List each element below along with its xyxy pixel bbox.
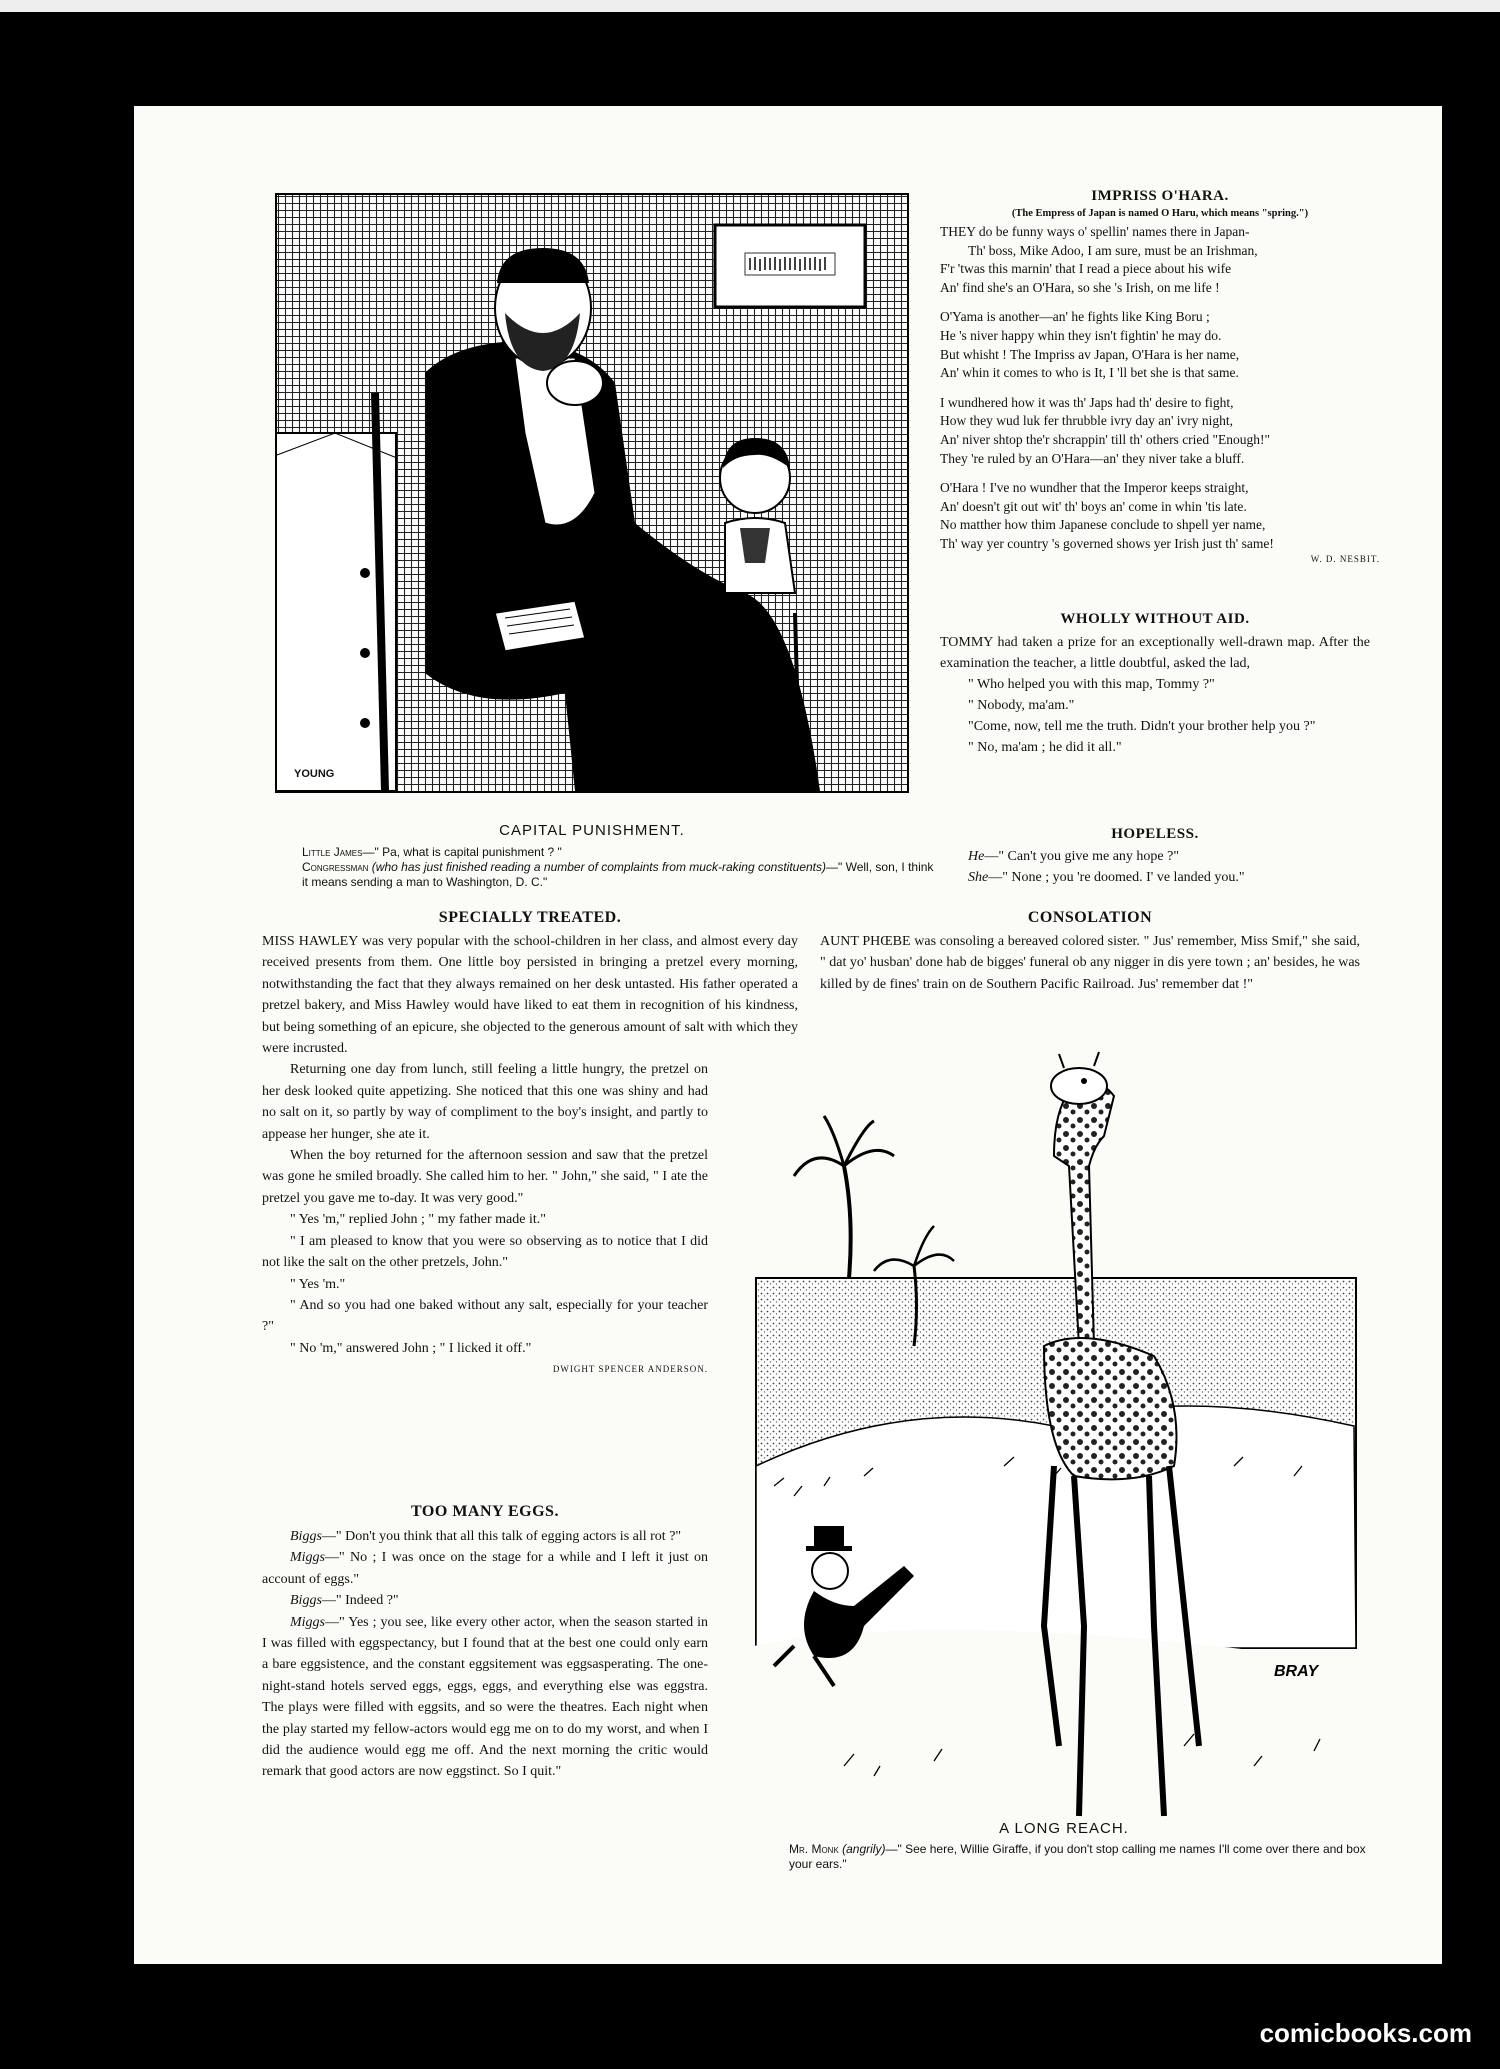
verse-line: He 's niver happy whin they isn't fightin' he may do. bbox=[940, 327, 1222, 343]
capital-punishment-illustration bbox=[275, 193, 909, 793]
wholly-paragraph: " Nobody, ma'am." bbox=[968, 698, 1075, 713]
specially-treated-title: SPECIALLY TREATED. bbox=[438, 909, 622, 926]
verse-line: No matther how thim Japanese conclude to shpell yer name, bbox=[940, 517, 1266, 533]
verse-line: O'Hara ! I've no wundher that the Imperor keeps straight, bbox=[940, 480, 1249, 496]
hopeless-line: She—" None ; you 're doomed. I' ve landed you." bbox=[968, 870, 1245, 885]
wholly-paragraph: " No, ma'am ; he did it all." bbox=[968, 740, 1122, 755]
eggs-line: Biggs—" Don't you think that all this talk of egging actors is all rot ?" bbox=[290, 1529, 682, 1544]
verse-line: O'Yama is another—an' he fights like King Boru ; bbox=[940, 309, 1210, 325]
hopeless-section bbox=[940, 826, 1370, 888]
specially-paragraph: " No 'm," answered John ; " I licked it off." bbox=[290, 1340, 532, 1356]
verse-line: An' whin it comes to who is It, I 'll bet she is that same. bbox=[940, 365, 1239, 381]
verse-line: But whisht ! The Impriss av Japan, O'Hara is her name, bbox=[940, 346, 1240, 362]
eggs-line: Miggs—" Yes ; you see, like every other actor, when the season started in I was filled with eggspectancy, but I found that at the best one could only earn a bare eggsistence, and the constant eggsitement was eggsasperating. The one-night-stand hotels served eggs, eggs, eggs, and everything else was eggstra. The plays were filled with eggsits, and so were the theatres. Each night when the play started my fellow-actors would egg me on to do my worst, and when I did the audience would egg me off. And the next morning the critic would remark that good actors are now eggstinct. So I quit." bbox=[262, 1614, 708, 1780]
verse-line: An' doesn't git out wit' th' boys an' come in whin 'tis late. bbox=[940, 498, 1247, 514]
verse-line: Th' boss, Mike Adoo, I am sure, must be an Irishman, bbox=[968, 242, 1258, 258]
long-reach-illustration bbox=[754, 1046, 1374, 1916]
capital-punishment-title: CAPITAL PUNISHMENT. bbox=[499, 822, 685, 839]
comicbooks-footer: comicbooks.com bbox=[1259, 2018, 1472, 2048]
anderson-signature: DWIGHT SPENCER ANDERSON. bbox=[552, 1364, 708, 1375]
wholly-paragraph: " Who helped you with this map, Tommy ?" bbox=[968, 677, 1215, 692]
verse-stanza-4 bbox=[940, 479, 1380, 553]
congressman-speaker: Congressman bbox=[302, 860, 369, 874]
verse-line: F'r 'twas this marnin' that I read a piece about his wife bbox=[940, 261, 1232, 277]
mr-monk-aside: (angrily) bbox=[842, 1842, 886, 1856]
wholly-paragraph: "Come, now, tell me the truth. Didn't your brother help you ?" bbox=[968, 719, 1316, 734]
little-james-line: —" Pa, what is capital punishment ? " bbox=[362, 845, 562, 859]
consolation-section bbox=[820, 909, 1360, 995]
specially-paragraph: " And so you had one baked without any salt, especially for your teacher ?" bbox=[262, 1297, 708, 1335]
magazine-page bbox=[134, 106, 1442, 1964]
verse-line: An' niver shtop the'r shcrappin' till th' others cried "Enough!" bbox=[940, 431, 1271, 447]
specially-paragraph: When the boy returned for the afternoon session and saw that the pretzel was gone he smiled broadly. She called him to her. " John," she said, " I ate the pretzel you gave me to-day. It was very good." bbox=[262, 1148, 708, 1206]
too-many-eggs-title: TOO MANY EGGS. bbox=[411, 1503, 559, 1520]
specially-paragraph: " Yes 'm." bbox=[290, 1276, 346, 1292]
verse-line: I wundhered how it was th' Japs had th' desire to fight, bbox=[940, 394, 1234, 410]
specially-paragraph: MISS HAWLEY was very popular with the school-children in her class, and almost every day received presents from them. One little boy persisted in bringing a pretzel every morning, notwithstanding the fact that they always remained on her desk untasted. His father operated a pretzel bakery, and Miss Hawley would have liked to eat them in recognition of his kindness, but being something of an epicure, she objected to the generous amount of salt with which they were incrusted. bbox=[262, 934, 798, 1057]
eggs-line: Biggs—" Indeed ?" bbox=[290, 1593, 399, 1609]
wholly-without-aid-title: WHOLLY WITHOUT AID. bbox=[1060, 611, 1250, 627]
consolation-paragraph: AUNT PHŒBE was consoling a bereaved colored sister. " Jus' remember, Miss Smif," she said, " dat yo' husban' done hab de bigges' funeral ob any nigger in dis yere town ; an' besides, he was killed by de fines' train on de Southern Pacific Railroad. Jus' remember dat !" bbox=[820, 934, 1360, 992]
wholly-paragraph: TOMMY had taken a prize for an exceptionally well-drawn map. After the examination the teacher, a little doubtful, asked the lad, bbox=[940, 635, 1370, 671]
specially-paragraph: " Yes 'm," replied John ; " my father made it." bbox=[290, 1212, 546, 1228]
bray-signature: BRAY bbox=[1274, 1663, 1319, 1680]
congressman-line: —" Well, son, I think it means sending a man to Washington, D. C." bbox=[302, 860, 934, 889]
mr-monk-speaker: Mr. Monk bbox=[789, 1842, 839, 1856]
verse-stanza-2 bbox=[940, 308, 1380, 382]
little-james-speaker: Little James bbox=[302, 845, 363, 859]
mr-monk-line: —" See here, Willie Giraffe, if you don't stop calling me names I'll come over there and box your ears." bbox=[789, 1842, 1366, 1871]
hopeless-line: He—" Can't you give me any hope ?" bbox=[968, 849, 1180, 864]
too-many-eggs-section bbox=[262, 1503, 708, 1783]
impriss-ohara-section bbox=[940, 188, 1380, 564]
verse-stanza-1 bbox=[940, 223, 1380, 297]
specially-paragraph: Returning one day from lunch, still feeling a little hungry, the pretzel on her desk looked quite appetizing. She noticed that this one was shiny and had no salt on it, so partly by way of compliment to the boy's insight, and partly to appease her hunger, she ate it. bbox=[262, 1062, 708, 1142]
young-signature: YOUNG bbox=[294, 768, 335, 780]
consolation-title: CONSOLATION bbox=[1027, 909, 1153, 926]
verse-line: Th' way yer country 's governed shows yer Irish just th' same! bbox=[940, 535, 1274, 551]
verse-stanza-3 bbox=[940, 394, 1380, 468]
wholly-without-aid-section bbox=[940, 611, 1370, 758]
long-reach-caption bbox=[749, 1842, 1389, 1872]
nesbit-signature: W. D. NESBIT. bbox=[1310, 553, 1380, 564]
long-reach-title: A LONG REACH. bbox=[999, 1820, 1129, 1837]
hopeless-title: HOPELESS. bbox=[1111, 826, 1199, 842]
capital-punishment-caption bbox=[200, 845, 940, 890]
impriss-ohara-title: IMPRISS O'HARA. bbox=[1091, 188, 1229, 204]
verse-line: An' find she's an O'Hara, so she 's Irish, on me life ! bbox=[940, 279, 1220, 295]
verse-line: They 're ruled by an O'Hara—an' they niver take a bluff. bbox=[940, 450, 1245, 466]
impriss-ohara-note: (The Empress of Japan is named O Haru, which means "spring.") bbox=[1011, 208, 1309, 219]
verse-line: How they wud luk fer thrubble ivry day an' ivry night, bbox=[940, 413, 1233, 429]
specially-treated-section bbox=[262, 909, 798, 1381]
top-strip bbox=[0, 0, 1500, 12]
congressman-aside: (who has just finished reading a number of complaints from muck-raking constituents) bbox=[371, 860, 827, 874]
eggs-line: Miggs—" No ; I was once on the stage for a while and I left it just on account of eggs." bbox=[262, 1550, 708, 1587]
verse-line: THEY do be funny ways o' spellin' names there in Japan- bbox=[940, 224, 1250, 239]
specially-paragraph: " I am pleased to know that you were so observing as to notice that I did not like the salt on the other pretzels, John." bbox=[262, 1233, 708, 1271]
